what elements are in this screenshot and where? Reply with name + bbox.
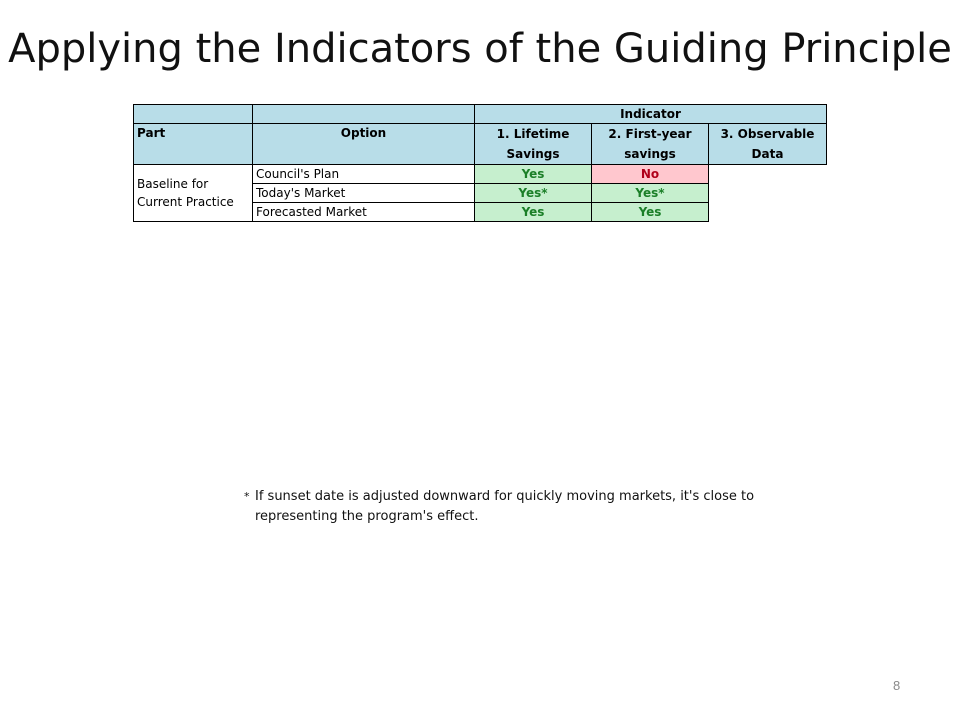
table-row — [134, 165, 827, 184]
first-year-cell: Yes — [592, 203, 709, 222]
page-number: 8 — [893, 678, 901, 693]
header-indicator-3 — [709, 124, 827, 165]
header-indicator-2-label: 2. First-year savings — [608, 127, 692, 161]
header-indicator-1-label: 1. Lifetime Savings — [496, 127, 570, 161]
lifetime-cell: Yes — [475, 165, 592, 184]
option-cell: Council's Plan — [253, 165, 475, 184]
header-option-label: Option — [340, 126, 387, 140]
footnote — [244, 487, 834, 527]
option-cell: Forecasted Market — [253, 203, 475, 222]
header-option-top — [253, 105, 475, 124]
header-indicator-1 — [475, 124, 592, 165]
observable-cell — [709, 203, 827, 222]
option-cell: Today's Market — [253, 184, 475, 203]
observable-cell — [709, 184, 827, 203]
part-cell: Baseline for Current Practice — [134, 165, 253, 222]
header-part-label: Part — [137, 126, 166, 140]
header-part — [134, 124, 253, 165]
footnote-text: If sunset date is adjusted downward for quickly moving markets, it's close to representing the program's effect. — [255, 489, 755, 524]
header-indicator: Indicator — [475, 105, 827, 124]
slide-title: Applying the Indicators of the Guiding Principle — [8, 26, 952, 72]
first-year-cell: Yes* — [592, 184, 709, 203]
header-part-top — [134, 105, 253, 124]
indicator-table — [133, 104, 827, 222]
lifetime-cell: Yes — [475, 203, 592, 222]
observable-cell — [709, 165, 827, 184]
header-indicator-3-label: 3. Observable Data — [720, 127, 815, 161]
lifetime-cell: Yes* — [475, 184, 592, 203]
header-option — [253, 124, 475, 165]
header-indicator-2 — [592, 124, 709, 165]
footnote-marker: * — [244, 490, 250, 503]
first-year-cell: No — [592, 165, 709, 184]
